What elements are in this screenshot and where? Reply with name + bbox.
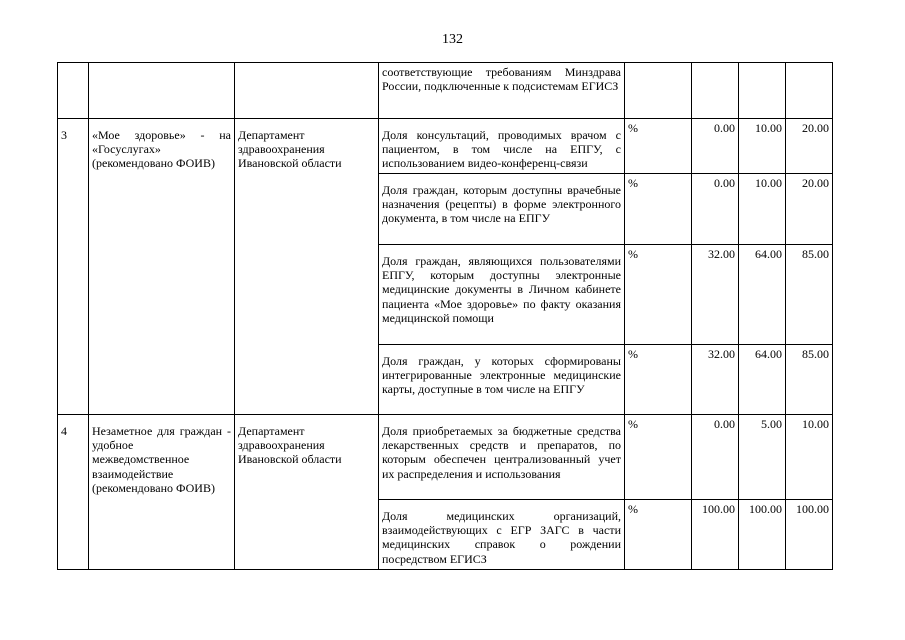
project-name: «Мое здоровье» - на «Госуслугах» (рекомендовано ФОИВ)	[89, 119, 235, 415]
value-3	[786, 63, 833, 119]
indicator-text: Доля граждан, которым доступны врачебные назначения (рецепты) в форме электронного документа, в том числе на ЕПГУ	[379, 174, 625, 245]
unit-cell: %	[625, 415, 692, 500]
value-3: 20.00	[786, 174, 833, 245]
value-2: 100.00	[739, 500, 786, 570]
row-number: 4	[58, 415, 89, 570]
indicators-table	[57, 62, 833, 570]
value-1: 32.00	[692, 345, 739, 415]
value-2: 10.00	[739, 119, 786, 174]
indicator-text: Доля приобретаемых за бюджетные средства лекарственных средств и препаратов, по которым обеспечен централизованный учет их распределения и использования	[379, 415, 625, 500]
project-name: Незаметное для граждан - удобное межведомственное взаимодействие (рекомендовано ФОИВ)	[89, 415, 235, 570]
unit-cell: %	[625, 500, 692, 570]
indicator-text: Доля консультаций, проводимых врачом с пациентом, в том числе на ЕПГУ, с использованием видео-конференц-связи	[379, 119, 625, 174]
value-1: 100.00	[692, 500, 739, 570]
value-1: 0.00	[692, 415, 739, 500]
value-2: 5.00	[739, 415, 786, 500]
value-1	[692, 63, 739, 119]
value-3: 20.00	[786, 119, 833, 174]
table-row	[58, 63, 833, 119]
value-3: 10.00	[786, 415, 833, 500]
unit-cell: %	[625, 119, 692, 174]
responsible-org: Департамент здравоохранения Ивановской области	[235, 119, 379, 415]
value-2	[739, 63, 786, 119]
responsible-org	[235, 63, 379, 119]
unit-cell: %	[625, 245, 692, 345]
responsible-org: Департамент здравоохранения Ивановской области	[235, 415, 379, 570]
indicator-text: соответствующие требованиям Минздрава России, подключенные к подсистемам ЕГИСЗ	[379, 63, 625, 119]
value-2: 64.00	[739, 345, 786, 415]
unit-cell: %	[625, 345, 692, 415]
value-3: 100.00	[786, 500, 833, 570]
indicator-text: Доля медицинских организаций, взаимодействующих с ЕГР ЗАГС в части медицинских справок о рождении посредством ЕГИСЗ	[379, 500, 625, 570]
row-number: 3	[58, 119, 89, 415]
table-row	[58, 119, 833, 174]
page-number: 132	[442, 32, 463, 47]
value-2: 10.00	[739, 174, 786, 245]
indicator-text: Доля граждан, являющихся пользователями ЕПГУ, которым доступны электронные медицинские документы в Личном кабинете пациента «Мое здоровье» по факту оказания медицинской помощи	[379, 245, 625, 345]
value-1: 0.00	[692, 119, 739, 174]
value-2: 64.00	[739, 245, 786, 345]
value-3: 85.00	[786, 245, 833, 345]
project-name	[89, 63, 235, 119]
unit-cell	[625, 63, 692, 119]
value-3: 85.00	[786, 345, 833, 415]
value-1: 32.00	[692, 245, 739, 345]
row-number	[58, 63, 89, 119]
indicator-text: Доля граждан, у которых сформированы интегрированные электронные медицинские карты, доступные в том числе на ЕПГУ	[379, 345, 625, 415]
table-row	[58, 415, 833, 500]
value-1: 0.00	[692, 174, 739, 245]
unit-cell: %	[625, 174, 692, 245]
